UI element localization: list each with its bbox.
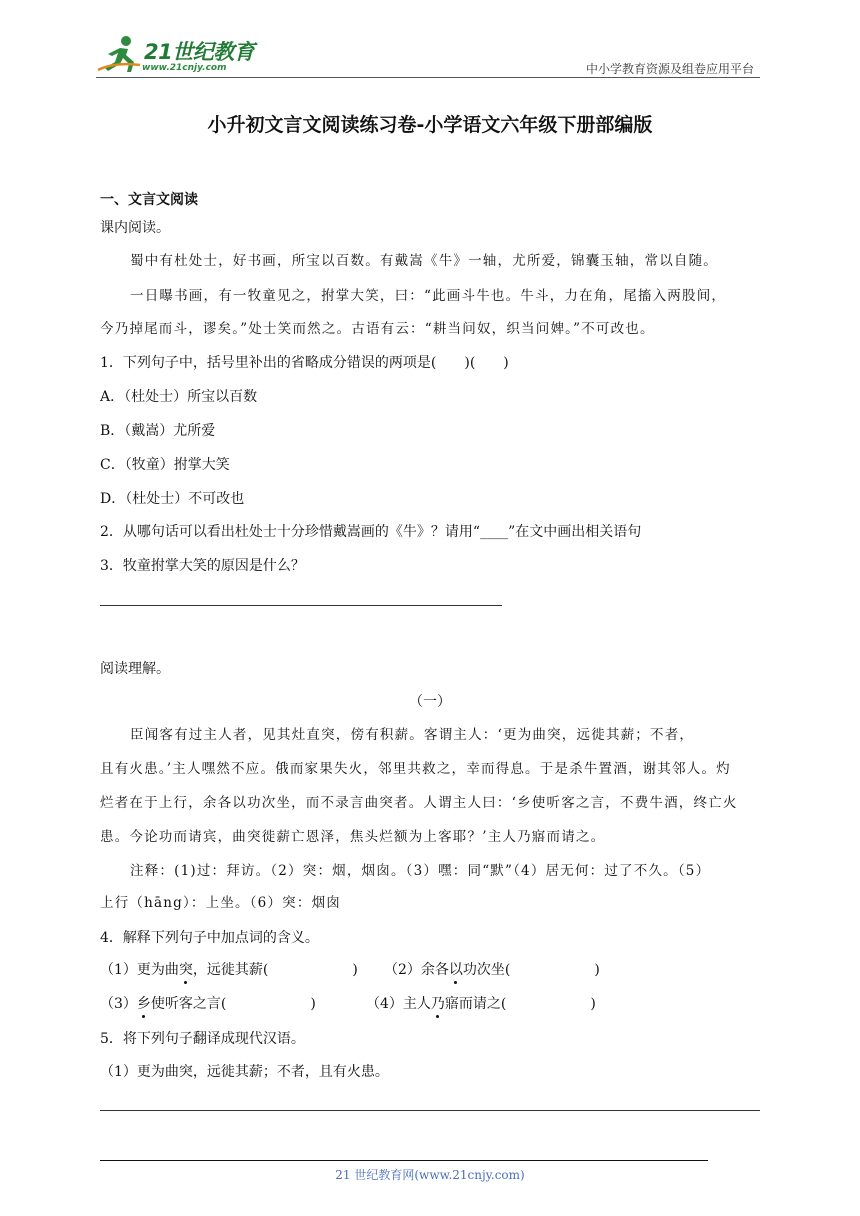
section-heading: 一、文言文阅读	[100, 192, 198, 208]
annotation-line: 上行（hāng）：上坐。（6）突：烟囱	[100, 895, 341, 911]
passage-line: 一日曝书画，有一牧童见之，拊掌大笑，曰：“此画斗牛也。牛斗，力在角，尾搐入两股间，	[130, 288, 727, 304]
annotation-line: 注释：(1)过：拜访。（2）突：烟，烟囱。（3）嘿：同“默”（4）居无何：过了不久。（5）	[130, 863, 711, 879]
question-5-item: （1）更为曲突，远徙其薪；不者，且有火患。	[100, 1064, 389, 1080]
question-2: 2．从哪句话可以看出杜处士十分珍惜戴嵩画的《牛》？请用“____”在文中画出相关语句	[100, 524, 642, 540]
passage-line: 烂者在于上行，余各以功次坐，而不录言曲突者。人谓主人曰：‘乡使听客之言，不费牛酒，终亡火	[100, 795, 738, 811]
question-3: 3．牧童拊掌大笑的原因是什么？	[100, 558, 305, 574]
question-5: 5．将下列句子翻译成现代汉语。	[100, 1031, 305, 1047]
question-4: 4．解释下列句子中加点词的含义。	[100, 930, 319, 946]
answer-line	[100, 1110, 760, 1111]
passage-line: 且有火患。’主人嘿然不应。俄而家果失火，邻里共救之，幸而得息。于是杀牛置酒，谢其邻人。灼	[100, 761, 731, 777]
passage-subtitle: （一）	[409, 694, 451, 710]
option-c: C．（牧童）拊掌大笑	[100, 457, 230, 473]
passage-line: 臣闻客有过主人者，见其灶直突，傍有积薪。客谓主人：‘更为曲突，远徙其薪；不者，	[130, 727, 695, 743]
question-4-item: （4）主人乃寤而请之( )	[366, 996, 596, 1012]
passage-line: 患。今论功而请宾，曲突徙薪亡恩泽，焦头烂额为上客耶？’主人乃寤而请之。	[100, 829, 606, 845]
question-4-item: （3）乡使听客之言( )	[100, 996, 316, 1012]
option-a: A．（杜处士）所宝以百数	[100, 389, 258, 405]
question-4-item: （2）余各以功次坐( )	[384, 962, 600, 978]
header-divider	[96, 77, 760, 78]
runner-logo-icon	[96, 34, 142, 74]
dotted-word: 以	[448, 962, 463, 978]
page-title: 小升初文言文阅读练习卷-小学语文六年级下册部编版	[207, 114, 653, 136]
answer-line	[100, 605, 502, 606]
platform-name: 中小学教育资源及组卷应用平台	[585, 62, 754, 76]
dotted-word: 乃	[430, 996, 445, 1012]
option-d: D．（杜处士）不可改也	[100, 491, 245, 507]
question-1: 1．下列句子中，括号里补出的省略成分错误的两项是( )( )	[100, 355, 509, 371]
logo-url: www.21cnjy.com	[142, 63, 227, 73]
logo-text: 21世纪教育	[144, 40, 255, 64]
footer-divider	[100, 1160, 708, 1161]
section-intro: 阅读理解。	[100, 661, 170, 677]
dotted-word: 乡	[136, 996, 151, 1012]
question-4-item: （1）更为曲突，远徙其薪( )	[100, 962, 358, 978]
footer: 21 世纪教育网(www.21cnjy.com)	[335, 1168, 525, 1182]
passage-line: 今乃掉尾而斗，谬矣。”处士笑而然之。古语有云：“耕当问奴，织当问婢。”不可改也。	[100, 321, 655, 337]
page-header	[0, 0, 860, 80]
passage-line: 蜀中有杜处士，好书画，所宝以百数。有戴嵩《牛》一轴，尤所爱，锦囊玉轴，常以自随。	[130, 253, 718, 269]
dotted-word: 突	[178, 962, 193, 978]
section-intro: 课内阅读。	[100, 220, 170, 236]
site-logo	[96, 34, 266, 78]
option-b: B．（戴嵩）尤所爱	[100, 423, 216, 439]
